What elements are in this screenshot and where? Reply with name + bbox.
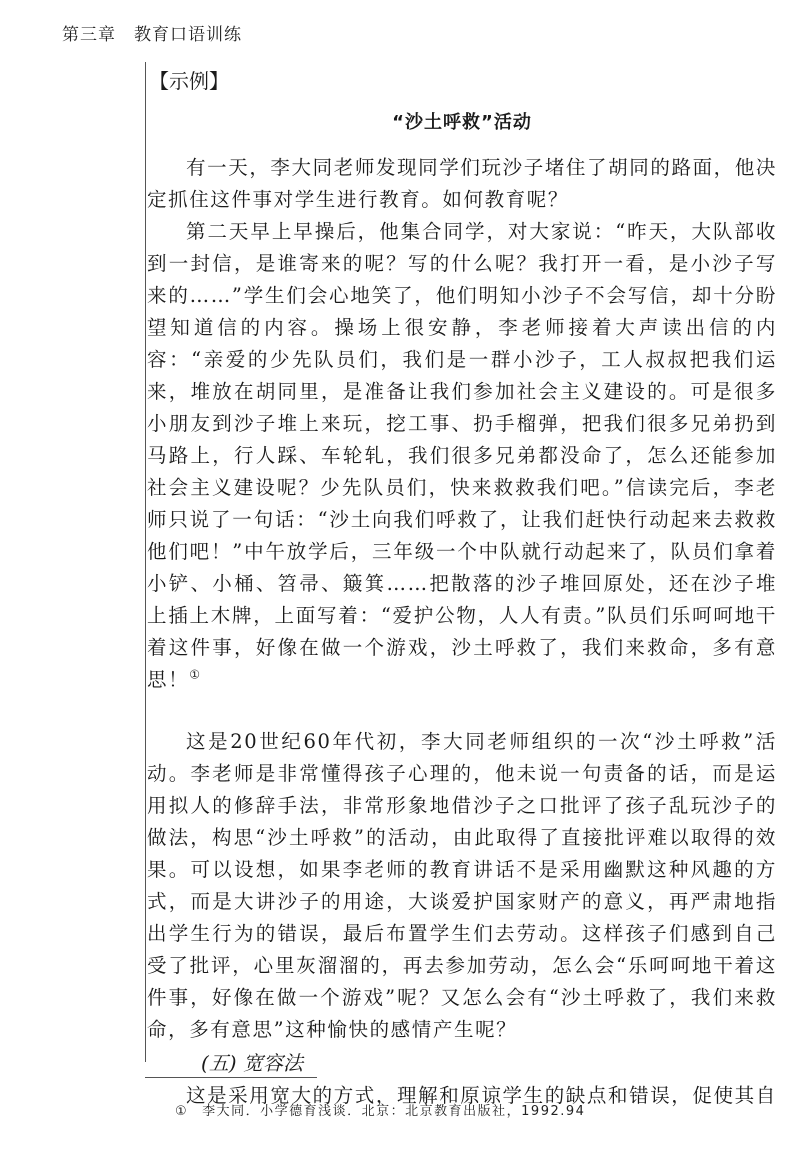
story-paragraph-2-text: 第二天早上早操后，他集合同学，对大家说：“昨天，大队部收到一封信，是谁寄来的呢？写的什么呢？我打开一看，是小沙子写来的……”学生们会心地笑了，他们明知小沙子不会写信，却十分盼望知道信的内容。操场上很安静，李老师接着大声读出信的内容：“亲爱的少先队员们，我们是一群小沙子，工人叔叔把我们运来，堆放在胡同里，是准备让我们参加社会主义建设的。可是很多小朋友到沙子堆上来玩，挖工事、扔手榴弹，把我们很多兄弟扔到马路上，行人踩、车轮轧，我们很多兄弟都没命了，怎么还能参加社会主义建设呢？少先队员们，快来救救我们吧。”信读完后，李老师只说了一句话：“沙土向我们呼救了，让我们赶快行动起来去救救他们吧！”中午放学后，三年级一个中队就行动起来了，队员们拿着小铲、小桶、笤帚、簸箕……把散落的沙子堆回原处，还在沙子堆上插上木牌，上面写着：“爱护公物，人人有责。”队员们乐呵呵地干着这件事，好像在做一个游戏，沙土呼救了，我们来救命，多有意思！ xyxy=(147,220,777,691)
section-heading: (五) 宽容法 xyxy=(201,1051,303,1075)
story-title: “沙土呼救”活动 xyxy=(392,112,532,133)
running-head: 第三章 教育口语训练 xyxy=(62,25,242,45)
margin-rule xyxy=(145,62,146,1062)
footnote-mark: ① xyxy=(175,1104,189,1119)
analysis-paragraph: 这是20世纪60年代初，李大同老师组织的一次“沙土呼救”活动。李老师是非常懂得孩子心理的，他未说一句责备的话，而是运用拟人的修辞手法，非常形象地借沙子之口批评了孩子乱玩沙子的做法，构思“沙土呼救”的活动，由此取得了直接批评难以取得的效果。可以设想，如果李老师的教育讲话不是采用幽默这种风趣的方式，而是大讲沙子的用途，大谈爱护国家财产的意义，再严肃地指出学生行为的错误，最后布置学生们去劳动。这样孩子们感到自己受了批评，心里灰溜溜的，再去参加劳动，怎么会“乐呵呵地干着这件事，好像在做一个游戏”呢？又怎么会有“沙土呼救了，我们来救命，多有意思”这种愉快的感情产生呢？ xyxy=(147,730,777,1041)
story-paragraph-2 xyxy=(147,216,777,696)
footnote xyxy=(175,1100,585,1119)
footnote-text: 李大同．小学德育浅谈．北京：北京教育出版社，1992.94 xyxy=(202,1104,586,1119)
footnote-reference[interactable]: ① xyxy=(189,667,202,682)
paragraph-gap xyxy=(147,696,777,726)
section-intro: 这是采用宽大的方式，理解和原谅学生的缺点和错误，促使其自 xyxy=(186,1084,777,1107)
footnote-rule xyxy=(145,1077,317,1078)
example-label: 【示例】 xyxy=(149,69,229,93)
page-body xyxy=(147,66,777,1112)
story-paragraph-1: 有一天，李大同老师发现同学们玩沙子堵住了胡同的路面，他决定抓住这件事对学生进行教育。如何教育呢？ xyxy=(147,156,777,211)
